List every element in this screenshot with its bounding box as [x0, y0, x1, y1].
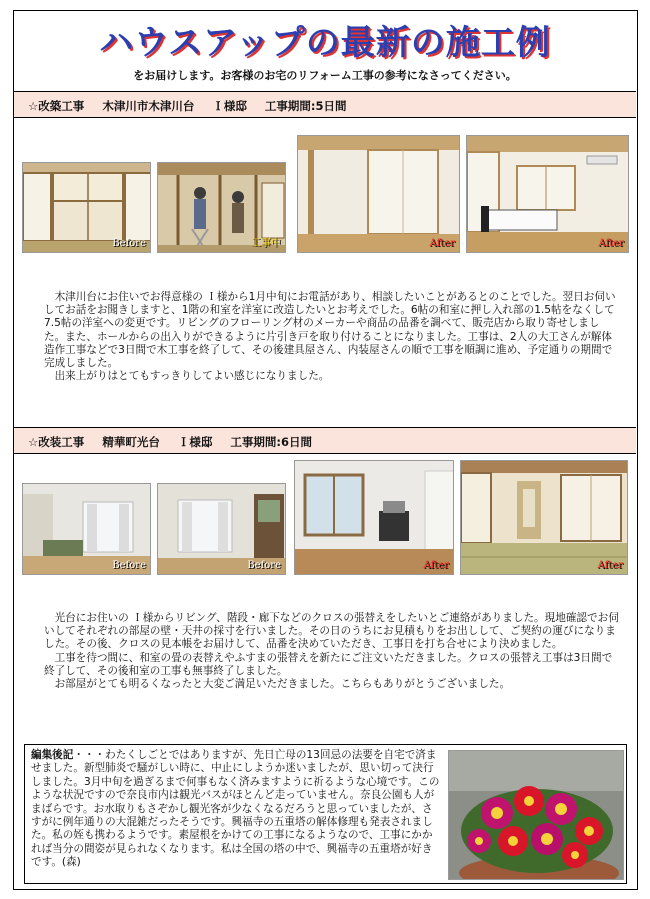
- caption-before-2b: Before: [247, 560, 281, 571]
- case1-photo-after-1: [297, 135, 460, 253]
- case1-description: [44, 291, 619, 383]
- page-subtitle: をお届けします。お客様のお宅のリフォーム工事の参考になさってください。: [133, 69, 517, 82]
- case2-client: Ｉ様邸: [177, 435, 213, 449]
- newsletter-page: [13, 10, 638, 890]
- editor-note-body: ・・・わたくしごとではありますが、先日亡母の13回忌の法要を自宅で済ませました。新型肺炎で騒がしい時に、中止にしようか迷いましたが、思い切って決行しました。3月中旬を過ぎるまで何事もなく済みますように祈るような心境です。このような状況ですので奈良市内は観光バスがほとんど走っていません。奈良公園も人がまばらです。お水取りもさぞかし観光客が少なくなるだろうと思っていましたが、さすがに例年通りの大混雑だったそうです。興福寺の五重塔の解体修理も発表されました。私の姪も携わるようです。素屋根をかけての工事になるようなので、工事にかかれば当分の間姿が見られなくなります。私は全国の塔の中で、興福寺の五重塔が好きです。(森): [31, 749, 440, 869]
- case2-paragraph-2: 工事を待つ間に、和室の畳の表替えやふすまの張替えを新たにご注文いただきました。クロスの張替え工事は3日間で終了して、その後和室の工事も無事終了しました。: [44, 651, 613, 677]
- case1-header: [14, 91, 636, 118]
- caption-construction: 工事中: [251, 238, 281, 249]
- caption-after-2a: After: [423, 560, 449, 571]
- flower-photo: [448, 750, 624, 880]
- western-room-illustration: [298, 136, 460, 253]
- case2-header: [14, 427, 636, 454]
- case2-photo-before-2: [157, 483, 286, 575]
- tatami-room-illustration: [461, 461, 628, 575]
- case1-photo-construction: [157, 162, 286, 253]
- caption-after-1: After: [429, 238, 455, 249]
- case2-location: 精華町光台: [102, 435, 160, 449]
- case2-paragraph-1: 光台にお住いの Ｉ様からリビング、階段・廊下などのクロスの張替えをしたいとご連絡がありました。現地確認でお伺いしてそれぞれの部屋の壁・天井の採寸を行いました。その日のうちにお見積もりをお出しして、ご契約の運びになりました。その後、クロスの見本帳をお届けして、品番を決めていただき、工事日を打ち合せにより決めました。: [44, 612, 619, 651]
- case1-period: 工事期間:5日間: [264, 99, 347, 113]
- page-title: ハウスアップの最新の施工例: [99, 23, 551, 63]
- bedroom-illustration: [467, 136, 629, 253]
- case2-paragraph-3: お部屋がとても明るくなったと大変ご満足いただきました。こちらもありがとうございました。: [54, 678, 511, 691]
- editor-note-heading: 編集後記: [31, 749, 74, 761]
- case1-photo-after-2: [466, 135, 629, 253]
- case1-location: 木津川市木津川台: [102, 99, 195, 113]
- caption-before-2a: Before: [112, 560, 146, 571]
- case2-photo-before-1: [22, 483, 151, 575]
- case2-photo-after-1: [294, 460, 454, 575]
- editor-note-text: [31, 749, 443, 870]
- case2-photo-after-2: [460, 460, 628, 575]
- case1-paragraph-2: 出来上がりはとてもすっきりしてよい感じになりました。: [54, 370, 330, 383]
- caption-after-2b: After: [597, 560, 623, 571]
- case1-client: Ｉ様邸: [212, 99, 247, 113]
- caption-after-2: After: [598, 238, 624, 249]
- caption-before: Before: [112, 238, 146, 249]
- case2-description: [44, 612, 619, 691]
- bright-room-illustration: [295, 461, 454, 575]
- case2-category: ☆改装工事: [28, 435, 85, 449]
- primrose-flowers-illustration: [449, 751, 624, 880]
- case2-period: 工事期間:6日間: [230, 435, 312, 449]
- case1-photo-before: [22, 162, 151, 253]
- case1-paragraph-1: 木津川台にお住いでお得意様の Ｉ様から1月中旬にお電話があり、相談したいことがあるとのことでした。翌日お伺いしてお話をお聞きしますと、1階の和室を洋室に改造したいとお考えでした。6帖の和室に押し入れ部の1.5帖をなくして7.5帖の洋室への変更です。リビングのフローリング材のメーカーや商品の品番を調べて、販売店から取り寄せしました。また、ホールからの出入りができるように片引き戸を取り付けることになりました。工事は、2人の大工さんが解体造作工事などで3日間で木工事を終了して、その後建具屋さん、内装屋さんの順で工事を順調に進め、予定通りの期間で完成しました。: [44, 291, 616, 370]
- case1-category: ☆改築工事: [28, 99, 85, 113]
- editor-note-box: [24, 744, 627, 884]
